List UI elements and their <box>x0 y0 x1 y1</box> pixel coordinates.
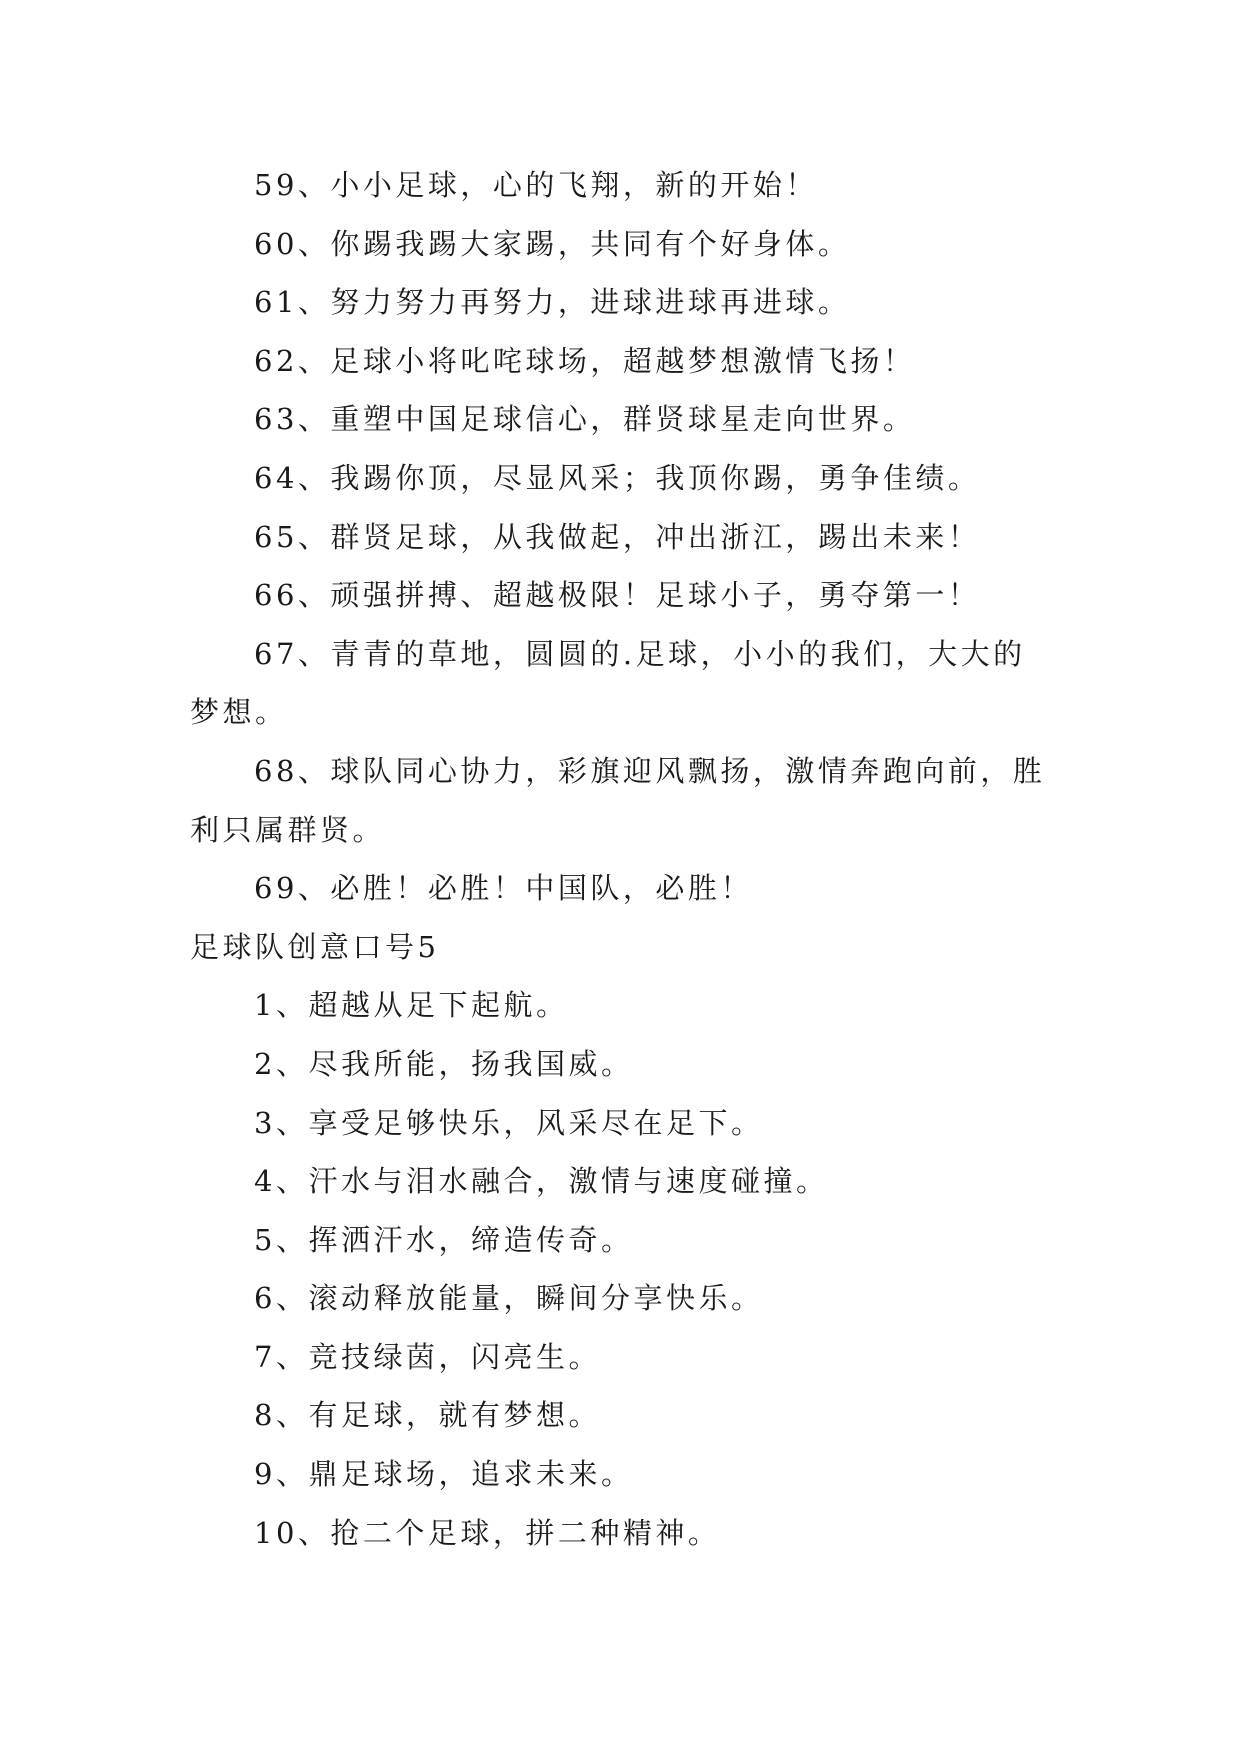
list-item: 7、竞技绿茵，闪亮生。 <box>254 1339 601 1374</box>
list-item: 1、超越从足下起航。 <box>254 988 569 1023</box>
list-item: 5、挥洒汗水，缔造传奇。 <box>254 1222 634 1257</box>
list-item: 59、小小足球，心的飞翔，新的开始！ <box>254 168 818 202</box>
list-item: 65、群贤足球，从我做起，冲出浙江，踢出未来！ <box>254 519 981 554</box>
list-item: 8、有足球，就有梦想。 <box>254 1398 601 1433</box>
list-item: 4、汗水与泪水融合，激情与速度碰撞。 <box>254 1164 829 1199</box>
list-item: 6、滚动释放能量，瞬间分享快乐。 <box>254 1281 764 1316</box>
list-item: 61、努力努力再努力，进球进球再进球。 <box>254 285 851 320</box>
list-item-line-2: 梦想。 <box>190 695 288 730</box>
list-item-line-2: 利只属群贤。 <box>190 812 386 847</box>
document-body <box>190 156 1050 1562</box>
section-heading: 足球队创意口号5 <box>190 929 440 964</box>
list-item-line-1: 68、球队同心协力，彩旗迎风飘扬，激情奔跑向前，胜 <box>254 753 1046 788</box>
list-item: 10、抢二个足球，拼二种精神。 <box>254 1515 721 1550</box>
list-item: 63、重塑中国足球信心，群贤球星走向世界。 <box>254 402 916 437</box>
list-item: 9、鼎足球场，追求未来。 <box>254 1457 634 1492</box>
list-item: 60、你踢我踢大家踢，共同有个好身体。 <box>254 226 851 261</box>
list-item-line-1: 67、青青的草地，圆圆的.足球，小小的我们，大大的 <box>254 636 1026 671</box>
list-item: 62、足球小将叱咤球场，超越梦想激情飞扬！ <box>254 343 916 378</box>
list-item: 2、尽我所能，扬我国威。 <box>254 1046 634 1081</box>
list-item: 66、顽强拼搏、超越极限！足球小子，勇夺第一！ <box>254 578 981 613</box>
list-item: 69、必胜！必胜！中国队，必胜！ <box>254 871 753 906</box>
list-item: 64、我踢你顶，尽显风采；我顶你踢，勇争佳绩。 <box>254 460 981 495</box>
list-item: 3、享受足够快乐，风采尽在足下。 <box>254 1105 764 1140</box>
